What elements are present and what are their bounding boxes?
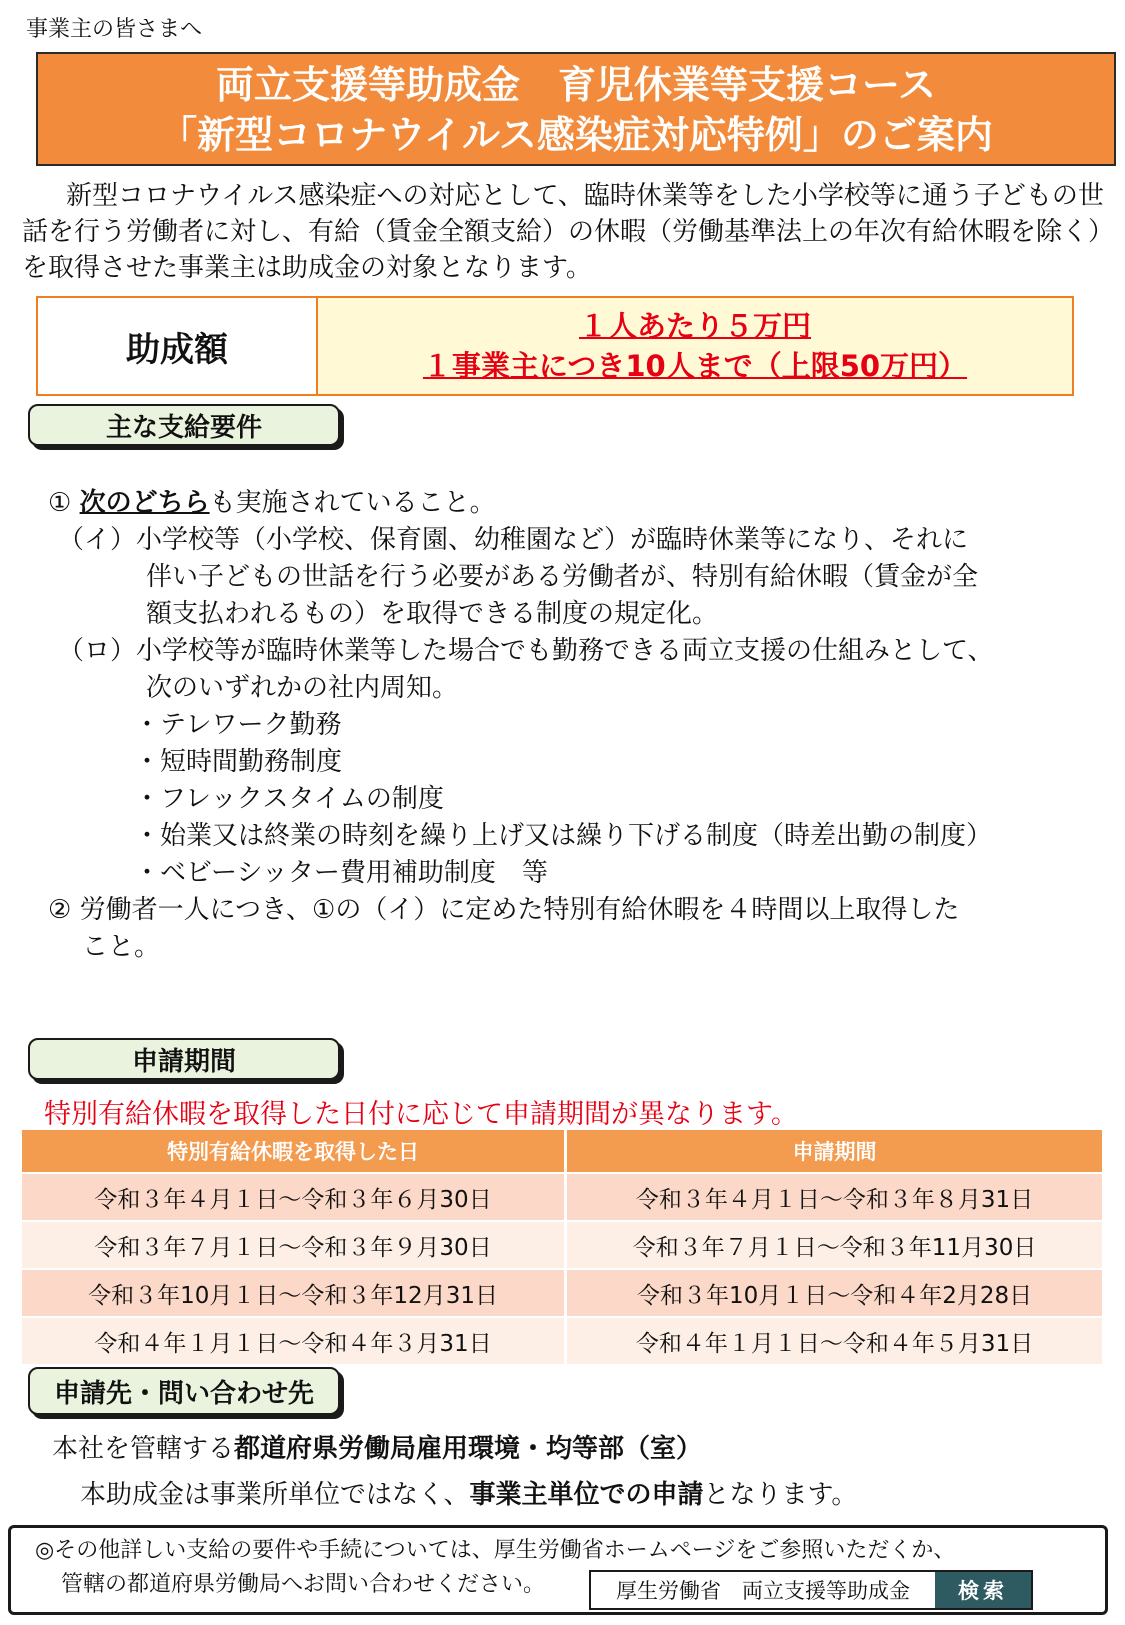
- table-cell: 令和３年10月１日～令和３年12月31日: [22, 1268, 564, 1316]
- footer-line-2: 管轄の都道府県労働局へお問い合わせください。: [61, 1572, 546, 1597]
- option-a-line-1: （イ）小学校等（小学校、保育園、幼稚園など）が臨時休業等になり、それに: [58, 525, 969, 555]
- application-period-table: [22, 1130, 1102, 1364]
- search-input[interactable]: 厚生労働省 両立支援等助成金: [616, 1579, 910, 1603]
- option-a-line-3: 額支払われるもの）を取得できる制度の規定化。: [146, 599, 719, 629]
- requirement-1-emphasis: 次のどちら: [79, 488, 210, 518]
- contact-text: となります。: [703, 1480, 858, 1510]
- amount-per-person: １人あたり５万円: [578, 309, 811, 343]
- period-note: 特別有給休暇を取得した日付に応じて申請期間が異なります。: [44, 1099, 798, 1130]
- subsidy-amount-value: [318, 298, 1072, 394]
- title-line-2: 「新型コロナウイルス感染症対応特例」のご案内: [159, 113, 993, 157]
- option-b-line-1: （ロ）小学校等が臨時休業等した場合でも勤務できる両立支援の仕組みとして、: [58, 636, 994, 666]
- list-item: ・ベビーシッター費用補助制度 等: [134, 858, 548, 888]
- contact-heading: 申請先・問い合わせ先: [28, 1367, 340, 1415]
- table-row: [22, 1220, 1102, 1268]
- contact-office: 都道府県労働局雇用環境・均等部（室）: [234, 1434, 703, 1464]
- table-row: [22, 1172, 1102, 1220]
- contact-emphasis: 事業主単位での申請: [469, 1480, 704, 1510]
- table-cell: 令和３年４月１日～令和３年６月30日: [22, 1172, 564, 1220]
- option-b-line-2: 次のいずれかの社内周知。: [146, 673, 459, 703]
- table-cell: 令和４年１月１日～令和４年５月31日: [564, 1316, 1102, 1364]
- contact-line-1: [52, 1428, 702, 1465]
- title-banner: [36, 52, 1116, 166]
- table-cell: 令和３年７月１日～令和３年11月30日: [564, 1220, 1102, 1268]
- list-item: ・始業又は終業の時刻を繰り上げ又は繰り下げる制度（時差出勤の制度）: [134, 821, 993, 851]
- title-line-1: 両立支援等助成金 育児休業等支援コース: [215, 63, 937, 107]
- requirement-1: [48, 485, 1098, 522]
- addressee: 事業主の皆さまへ: [26, 17, 203, 42]
- requirement-2-line-2: こと。: [82, 932, 161, 962]
- requirement-2-line-1: ② 労働者一人につき、①の（イ）に定めた特別有給休暇を４時間以上取得した: [48, 895, 960, 925]
- requirement-1-number: ①: [48, 488, 72, 518]
- amount-per-employer: １事業主につき10人まで（上限50万円）: [422, 349, 968, 383]
- list-item: ・テレワーク勤務: [134, 710, 342, 740]
- subsidy-amount-label: 助成額: [38, 298, 318, 394]
- period-heading: 申請期間: [28, 1038, 340, 1080]
- search-box[interactable]: [589, 1570, 1033, 1610]
- list-item: ・フレックスタイムの制度: [134, 784, 444, 814]
- intro-paragraph: 新型コロナウイルス感染症への対応として、臨時休業等をした小学校等に通う子どもの世話を行う労働者に対し、有給（賃金全額支給）の休暇（労働基準法上の年次有給休暇を除く）を取得させた事業主は助成金の対象となります。: [22, 181, 1104, 283]
- footer-line-1: ◎その他詳しい支給の要件や手続については、厚生労働省ホームページをご参照いただくか、: [35, 1538, 956, 1563]
- table-cell: 令和４年１月１日～令和４年３月31日: [22, 1316, 564, 1364]
- option-a-line-2: 伴い子どもの世話を行う必要がある労働者が、特別有給休暇（賃金が全: [146, 562, 979, 592]
- contact-line-2: [80, 1474, 857, 1511]
- table-row: [22, 1316, 1102, 1364]
- table-header-row: [22, 1130, 1102, 1172]
- column-header: 申請期間: [564, 1130, 1102, 1172]
- table-cell: 令和３年７月１日～令和３年９月30日: [22, 1220, 564, 1268]
- table-cell: 令和３年４月１日～令和３年８月31日: [564, 1172, 1102, 1220]
- requirements-list: [48, 485, 1098, 966]
- list-item: ・短時間勤務制度: [134, 747, 343, 777]
- footer-box: [8, 1525, 1108, 1615]
- requirements-heading: 主な支給要件: [28, 404, 340, 446]
- contact-text: 本助成金は事業所単位ではなく、: [80, 1480, 470, 1510]
- contact-text: 本社を管轄する: [52, 1434, 235, 1464]
- search-button[interactable]: 検索: [935, 1572, 1031, 1608]
- table-row: [22, 1268, 1102, 1316]
- subsidy-amount-box: [36, 296, 1074, 396]
- column-header: 特別有給休暇を取得した日: [22, 1130, 564, 1172]
- requirement-1-text: も実施されていること。: [209, 488, 496, 518]
- table-cell: 令和３年10月１日～令和４年2月28日: [564, 1268, 1102, 1316]
